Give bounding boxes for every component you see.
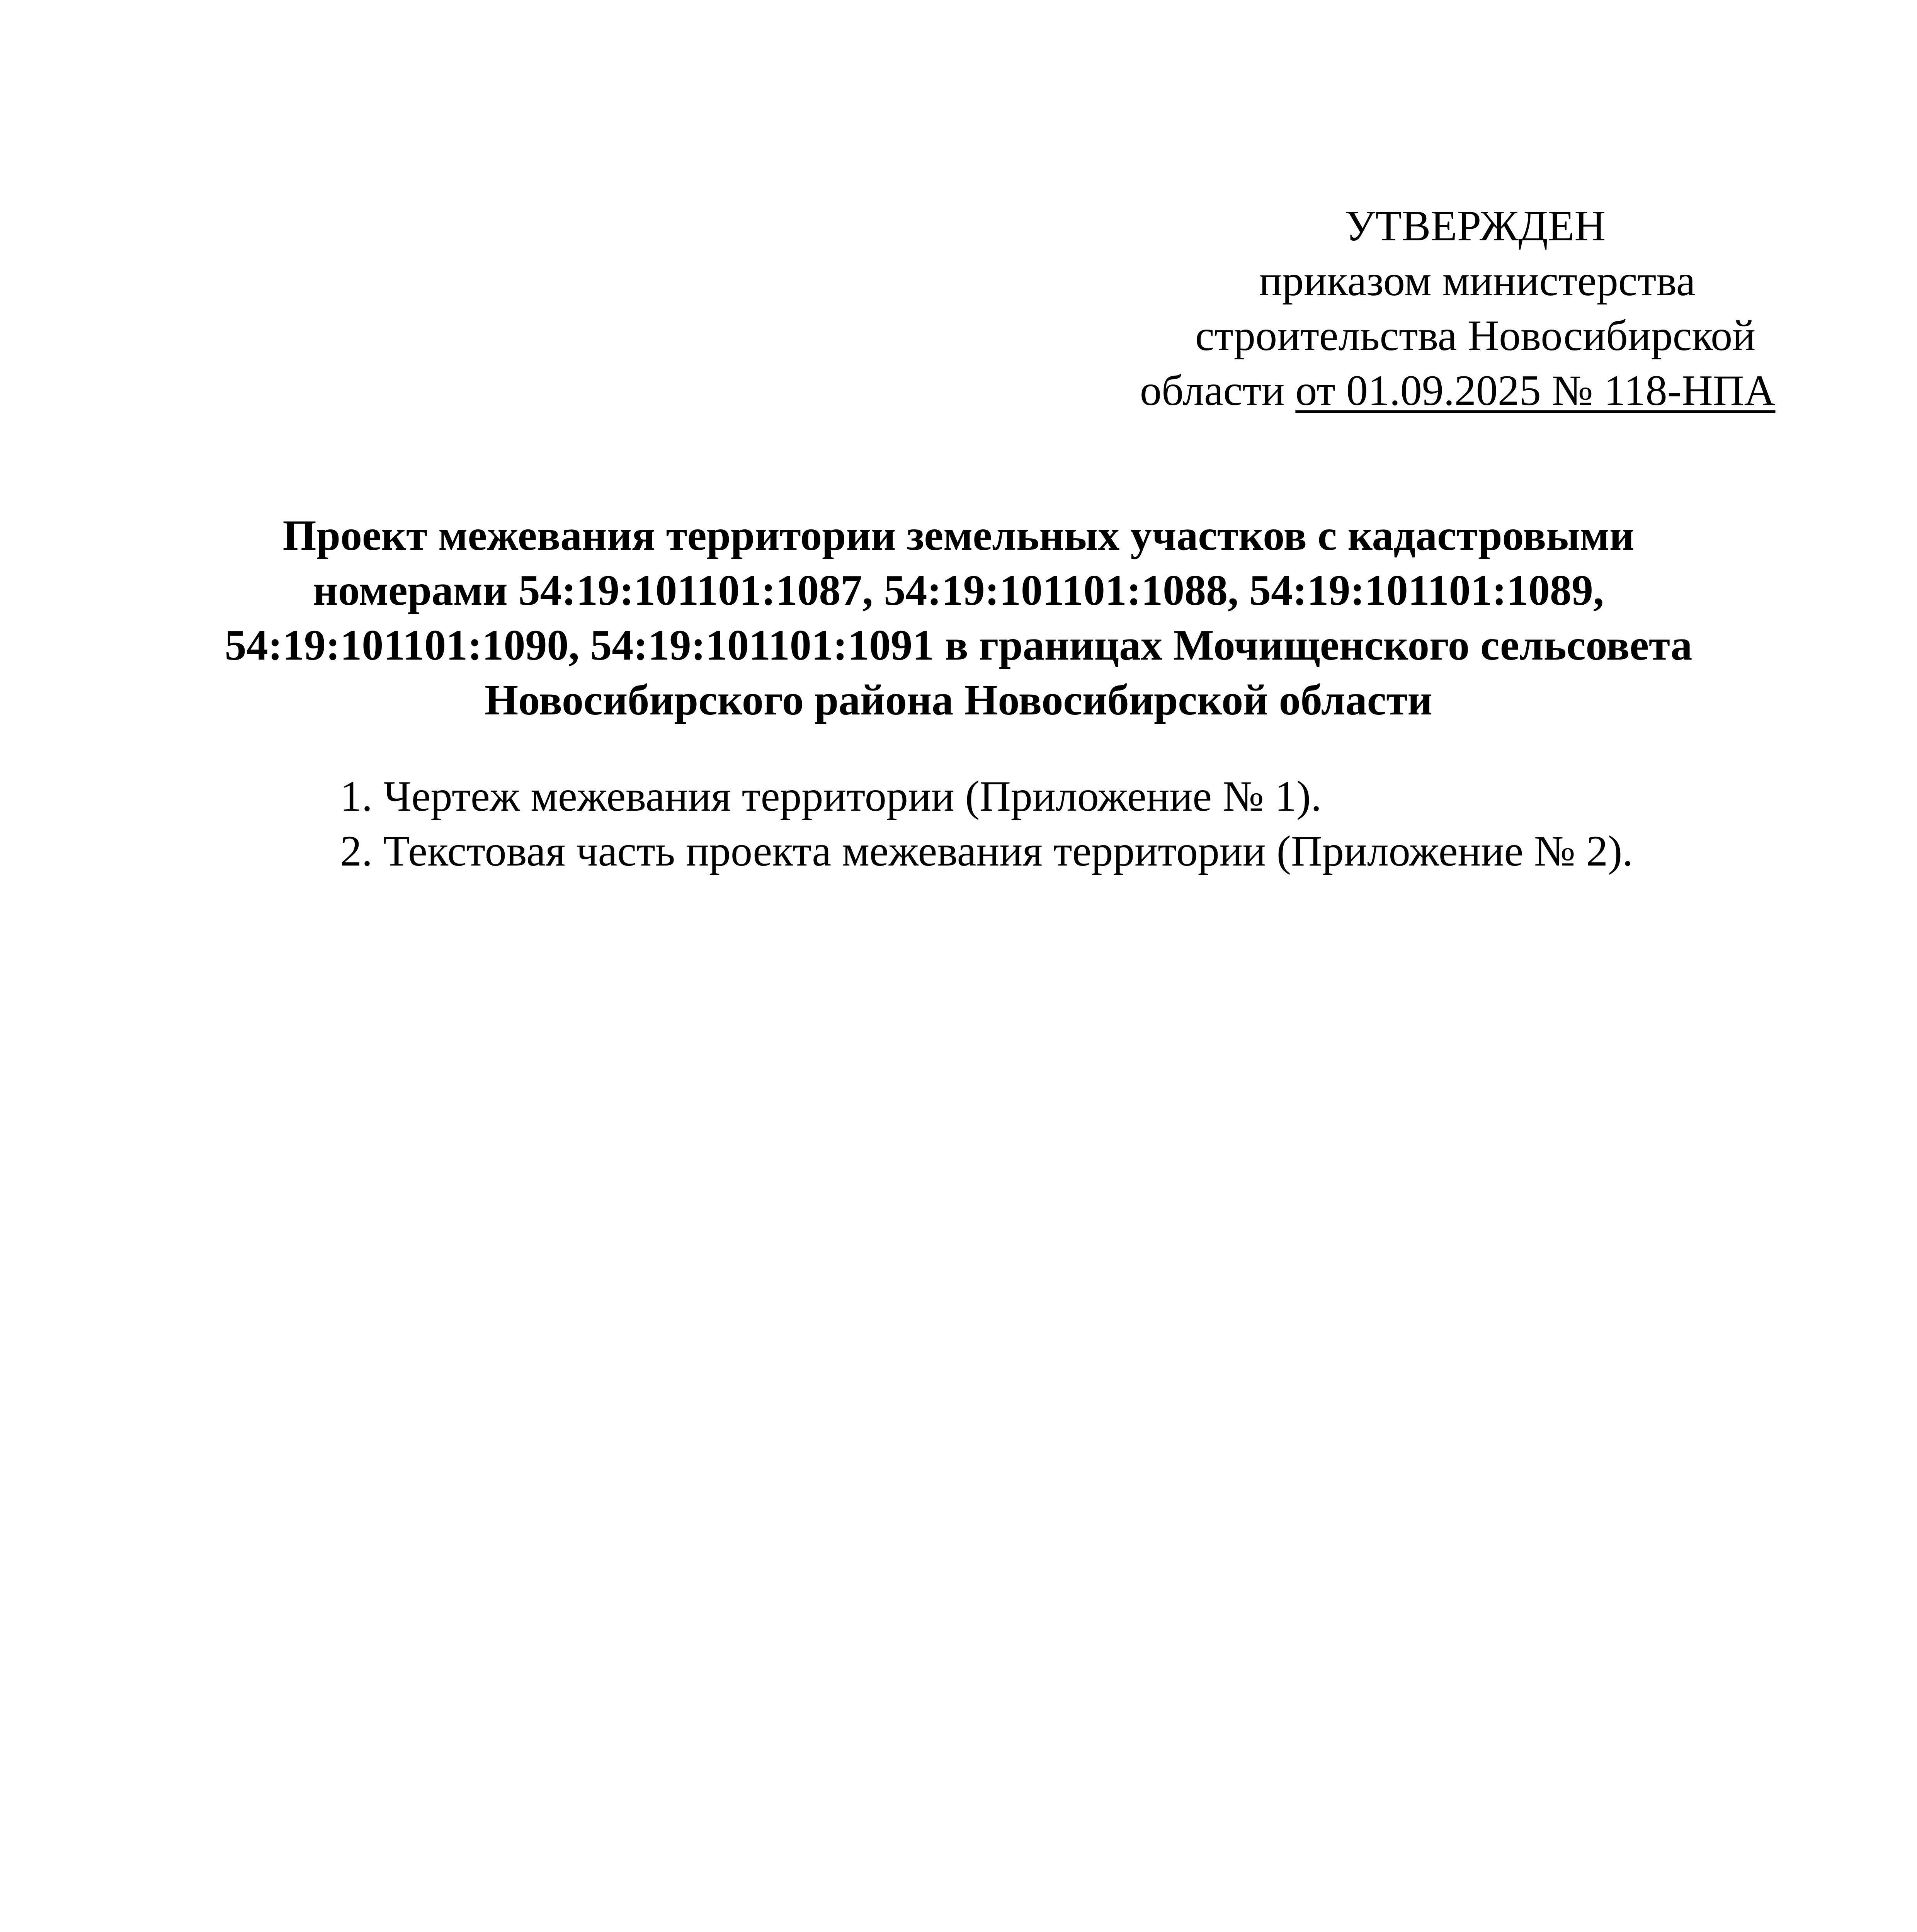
title-line: номерами 54:19:101101:1087, 54:19:101101:1088, 54:19:101101:1089, bbox=[313, 566, 1604, 614]
approval-line-order: приказом министерства bbox=[1259, 257, 1696, 305]
approval-line-date bbox=[1140, 364, 1776, 418]
title-line: Проект межевания территории земельных участков с кадастровыми bbox=[282, 512, 1635, 560]
list-item: 2. Текстовая часть проекта межевания территории (Приложение № 2). bbox=[340, 827, 1633, 875]
title-line: Новосибирского района Новосибирской области bbox=[484, 676, 1432, 724]
approval-region-text: области bbox=[1140, 367, 1296, 415]
approval-heading: УТВЕРЖДЕН bbox=[1345, 202, 1606, 250]
approval-line-ministry: строительства Новосибирской bbox=[1195, 312, 1756, 360]
contents-list bbox=[340, 769, 1633, 879]
title-line: 54:19:101101:1090, 54:19:101101:1091 в границах Мочищенского сельсовета bbox=[225, 621, 1692, 669]
approval-order-number: от 01.09.2025 № 118-НПА bbox=[1295, 367, 1776, 415]
list-item: 1. Чертеж межевания территории (Приложение № 1). bbox=[340, 772, 1322, 820]
document-title bbox=[193, 508, 1724, 728]
